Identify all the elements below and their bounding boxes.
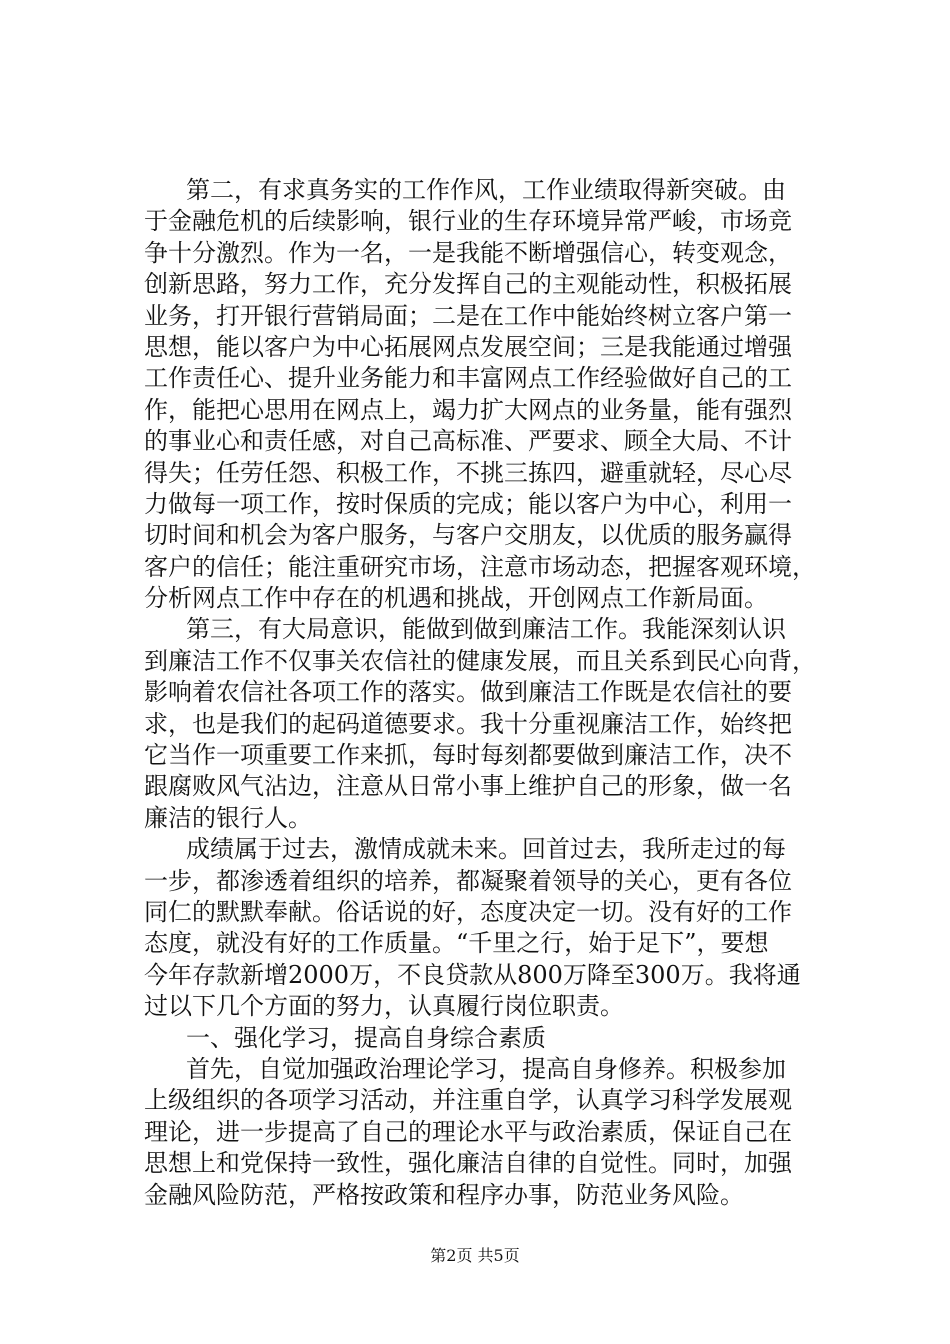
paragraph-line: 第二，有求真务实的工作作风，工作业绩取得新突破。由 (186, 176, 786, 204)
paragraph-line: 的事业心和责任感，对自己高标准、严要求、顾全大局、不计 (144, 427, 792, 456)
paragraph-line: 于金融危机的后续影响，银行业的生存环境异常严峻，市场竞 (144, 207, 792, 236)
paragraph-line: 第三，有大局意识，能做到做到廉洁工作。我能深刻认识 (186, 615, 786, 644)
paragraph-line: 作，能把心思用在网点上，竭力扩大网点的业务量，能有强烈 (144, 395, 792, 424)
paragraph-line: 到廉洁工作不仅事关农信社的健康发展，而且关系到民心向背， (144, 646, 816, 675)
paragraph-line: 切时间和机会为客户服务，与客户交朋友，以优质的服务赢得 (144, 521, 792, 550)
paragraph-line: 态度，就没有好的工作质量。“千里之行，始于足下”，要想 (144, 929, 769, 958)
paragraph-line: 客户的信任；能注重研究市场，注意市场动态，把握客观环境， (144, 552, 816, 581)
section-heading: 一、强化学习，提高自身综合素质 (186, 1023, 546, 1052)
paragraph-line: 创新思路，努力工作，充分发挥自己的主观能动性，积极拓展 (144, 270, 792, 299)
paragraph-line: 过以下几个方面的努力，认真履行岗位职责。 (144, 992, 624, 1021)
paragraph-line: 一步，都渗透着组织的培养，都凝聚着领导的关心，更有各位 (144, 866, 792, 895)
paragraph-line: 跟腐败风气沾边，注意从日常小事上维护自己的形象，做一名 (144, 772, 792, 801)
paragraph-line: 金融风险防范，严格按政策和程序办事，防范业务风险。 (144, 1180, 744, 1209)
paragraph-line: 今年存款新增2000万，不良贷款从800万降至300万。我将通 (144, 960, 801, 989)
paragraph-line: 理论，进一步提高了自己的理论水平与政治素质，保证自己在 (144, 1117, 792, 1146)
paragraph-line: 力做每一项工作，按时保质的完成；能以客户为中心，利用一 (144, 489, 792, 518)
paragraph-line: 业务，打开银行营销局面；二是在工作中能始终树立客户第一 (144, 301, 792, 330)
paragraph-line: 求，也是我们的起码道德要求。我十分重视廉洁工作，始终把 (144, 709, 792, 738)
paragraph-line: 上级组织的各项学习活动，并注重自学，认真学习科学发展观 (144, 1086, 792, 1115)
paragraph-line: 影响着农信社各项工作的落实。做到廉洁工作既是农信社的要 (144, 678, 792, 707)
paragraph-line: 思想上和党保持一致性，强化廉洁自律的自觉性。同时，加强 (144, 1149, 792, 1178)
paragraph-line: 它当作一项重要工作来抓，每时每刻都要做到廉洁工作，决不 (144, 741, 792, 770)
paragraph-line: 分析网点工作中存在的机遇和挑战，开创网点工作新局面。 (144, 584, 768, 613)
document-body (144, 175, 824, 1211)
paragraph-line: 工作责任心、提升业务能力和丰富网点工作经验做好自己的工 (144, 364, 792, 393)
paragraph-line: 同仁的默默奉献。俗话说的好，态度决定一切。没有好的工作 (144, 897, 792, 926)
paragraph-line: 争十分激烈。作为一名，一是我能不断增强信心，转变观念， (144, 238, 792, 267)
paragraph-line: 廉洁的银行人。 (144, 803, 312, 832)
paragraph-line: 思想，能以客户为中心拓展网点发展空间；三是我能通过增强 (144, 332, 792, 361)
paragraph-line: 首先，自觉加强政治理论学习，提高自身修养。积极参加 (186, 1054, 786, 1083)
page-number-footer: 第2页 共5页 (430, 1246, 520, 1265)
paragraph-line: 成绩属于过去，激情成就未来。回首过去，我所走过的每 (186, 835, 786, 864)
paragraph-line: 得失；任劳任怨、积极工作，不挑三拣四，避重就轻，尽心尽 (144, 458, 792, 487)
